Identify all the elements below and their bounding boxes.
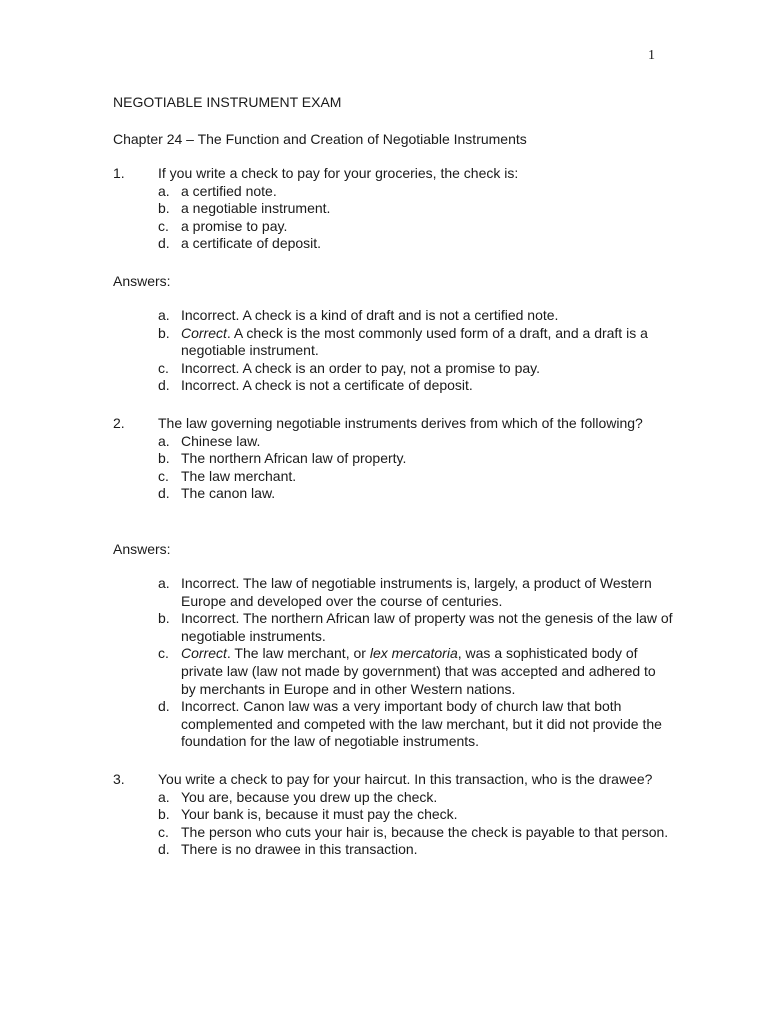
question-number: 1. [113, 165, 125, 181]
answer-item: b. Correct. A check is the most commonly used form of a draft, and a draft is a negotiable instrument. [158, 324, 648, 359]
question-text: The law governing negotiable instruments derives from which of the following? [158, 415, 643, 431]
answers-label: Answers: [113, 273, 171, 289]
chapter-heading: Chapter 24 – The Function and Creation of Negotiable Instruments [113, 131, 527, 147]
option-item: b. Your bank is, because it must pay the check. [158, 806, 458, 823]
option-item: b. a negotiable instrument. [158, 200, 331, 217]
page-number: 1 [648, 48, 655, 63]
document-title: NEGOTIABLE INSTRUMENT EXAM [113, 94, 342, 110]
question-2 [113, 415, 673, 503]
option-item: a. Chinese law. [158, 432, 261, 449]
correct-label: Correct [181, 645, 227, 662]
question-text: You write a check to pay for your haircut. In this transaction, who is the drawee? [158, 771, 653, 787]
latin-term: lex mercatoria [369, 645, 458, 662]
question-text: If you write a check to pay for your groceries, the check is: [158, 165, 519, 181]
answer-item: d. Incorrect. A check is not a certificate of deposit. [158, 377, 473, 394]
option-item: b. The northern African law of property. [158, 450, 407, 467]
question-1 [113, 165, 673, 253]
answer-item: c. Correct. The law merchant, or lex mercatoria, was a sophisticated body of private law (law not made by government) that was accepted and adhered to by merchants in Europe and in other Western nations. [158, 645, 656, 697]
answer-item: d. Incorrect. Canon law was a very important body of church law that both complemented and competed with the law merchant, but it did not provide the foundation for the law of negotiable instruments. [158, 698, 662, 750]
correct-label: Correct [181, 324, 227, 341]
option-item: c. The law merchant. [158, 467, 297, 484]
answers-1 [113, 307, 673, 395]
option-item: a. a certified note. [158, 182, 277, 199]
option-item: d. a certificate of deposit. [158, 235, 322, 252]
answer-item: a. Incorrect. A check is a kind of draft and is not a certified note. [158, 307, 559, 323]
answer-item: c. Incorrect. A check is an order to pay, not a promise to pay. [158, 359, 540, 376]
option-item: c. a promise to pay. [158, 217, 288, 234]
option-item: d. The canon law. [158, 485, 276, 502]
option-item: d. There is no drawee in this transaction. [158, 841, 418, 858]
option-item: c. The person who cuts your hair is, because the check is payable to that person. [158, 823, 669, 840]
answers-label: Answers: [113, 541, 171, 557]
question-number: 2. [113, 415, 125, 431]
question-3 [113, 771, 673, 859]
answers-2 [113, 575, 673, 751]
answer-item: a. Incorrect. The law of negotiable instruments is, largely, a product of Western Europe and developed over the course of centuries. [158, 575, 652, 609]
option-item: a. You are, because you drew up the check. [158, 788, 438, 805]
question-number: 3. [113, 771, 125, 787]
answer-item: b. Incorrect. The northern African law of property was not the genesis of the law of negotiable instruments. [158, 610, 673, 644]
